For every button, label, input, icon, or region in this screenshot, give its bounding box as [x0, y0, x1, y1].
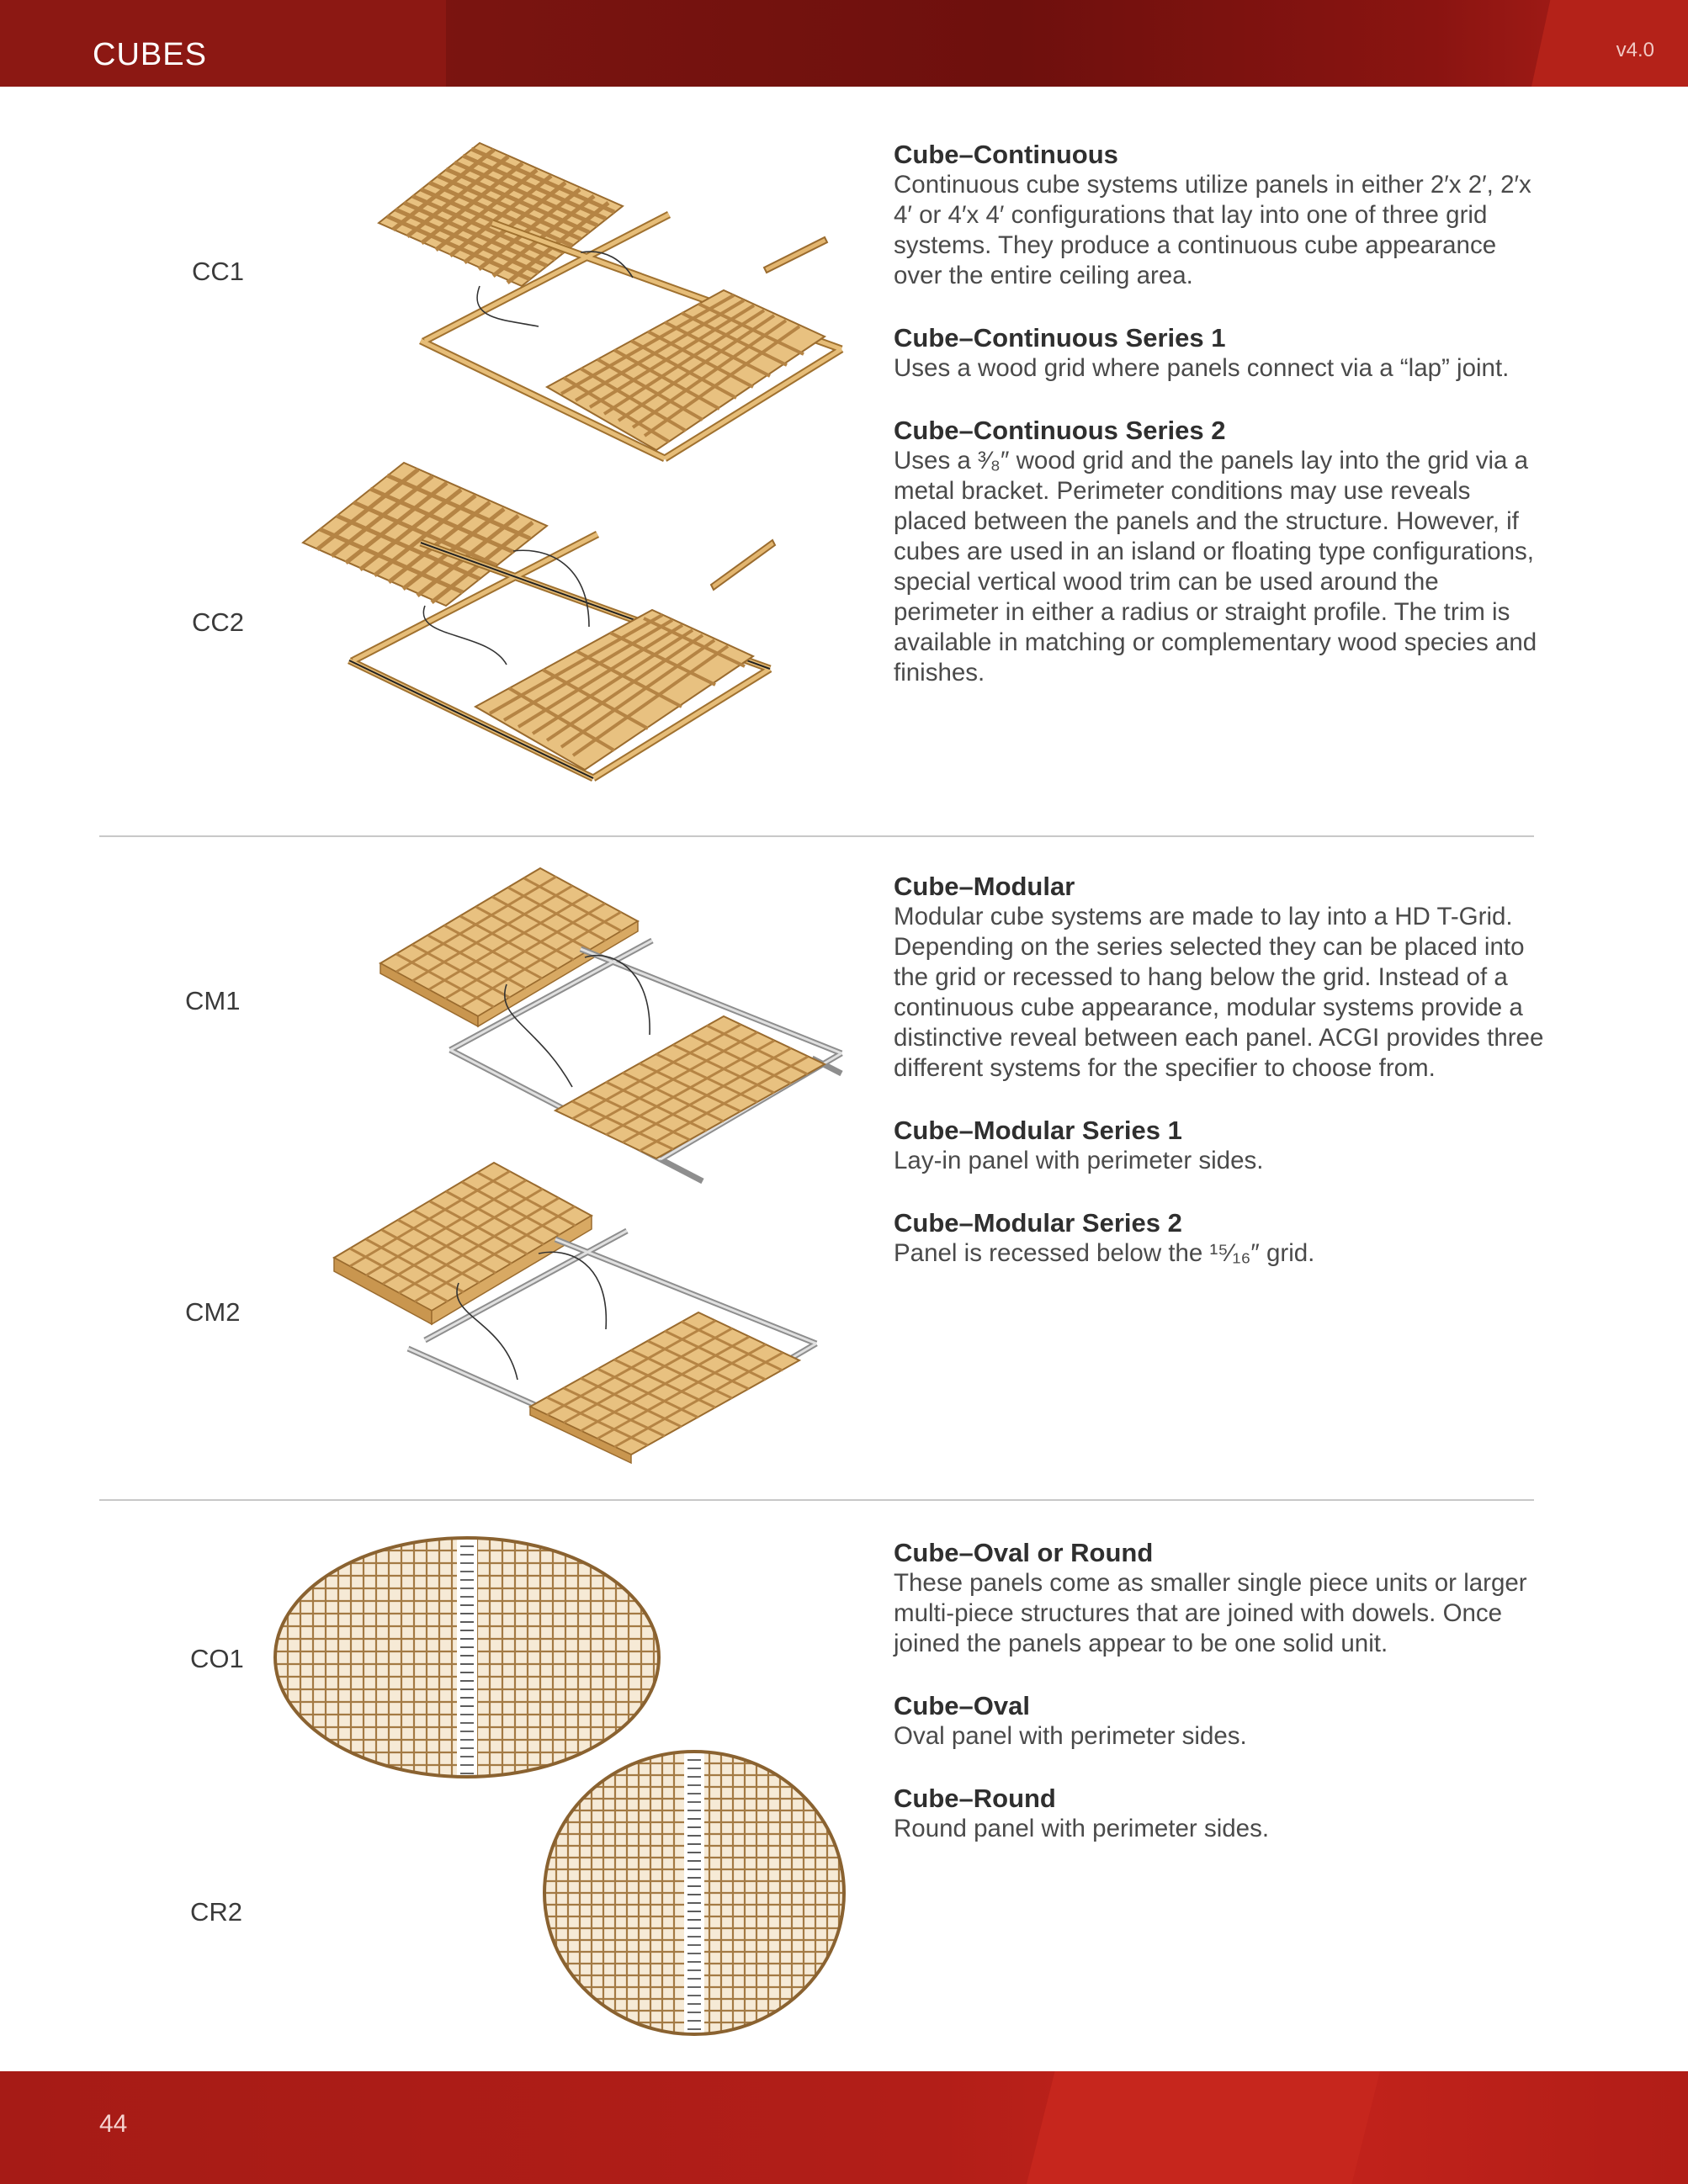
footer-shade [1027, 2071, 1380, 2184]
section-title: CUBES [93, 37, 207, 72]
modular-series-1 [894, 1116, 1550, 1176]
cc2-panel-installed [475, 610, 753, 770]
heading-cube-modular: Cube–Modular [894, 872, 1075, 901]
page-header [0, 0, 1688, 87]
figure-label-cc1: CC1 [192, 257, 245, 286]
cc2-trim-piece [711, 540, 775, 590]
cc1-panel-floating [379, 143, 623, 286]
figure-label-cc2: CC2 [192, 607, 245, 637]
section-divider-1 [99, 835, 1534, 837]
body-cube-modular: Modular cube systems are made to lay into a HD T-Grid. Depending on the series selected they can be placed into the grid or recessed to hang below the grid. Instead of a continuous cube appearance, modular systems provide a distinctive reveal between each panel. ACGI provides three different systems for the specifier to choose from. [894, 903, 1544, 1082]
figure-label-cm1: CM1 [185, 986, 241, 1015]
cm2-panel-installed [530, 1312, 799, 1463]
oval-round-intro [894, 1538, 1550, 1659]
body-cube-continuous: Continuous cube systems utilize panels in either 2′x 2′, 2′x 4′ or 4′x 4′ configurations that lay into one of three grid systems. They produce a continuous cube appearance over the entire ceiling area. [894, 171, 1531, 289]
heading-cube-round: Cube–Round [894, 1784, 1056, 1813]
body-cube-oval: Oval panel with perimeter sides. [894, 1722, 1247, 1750]
cm1-panel-installed [555, 1016, 825, 1158]
body-cube-oval-or-round: These panels come as smaller single piece units or larger multi-piece structures that are joined with dowels. Once joined the panels appear to be one solid unit. [894, 1569, 1527, 1657]
heading-continuous-series-2: Cube–Continuous Series 2 [894, 416, 1226, 445]
body-continuous-series-1: Uses a wood grid where panels connect via a “lap” joint. [894, 354, 1510, 382]
header-shade-right [1531, 0, 1688, 87]
continuous-intro [894, 140, 1550, 291]
heading-modular-series-2: Cube–Modular Series 2 [894, 1208, 1182, 1238]
continuous-series-1 [894, 323, 1550, 384]
heading-continuous-series-1: Cube–Continuous Series 1 [894, 323, 1226, 353]
heading-cube-continuous: Cube–Continuous [894, 140, 1118, 169]
section-divider-2 [99, 1499, 1534, 1501]
round-panel-grid [544, 1752, 844, 2034]
cube-round [894, 1784, 1550, 1844]
cc1-panel-installed [547, 290, 825, 450]
cc1-trim-piece [764, 237, 827, 273]
oval-round-text [894, 1538, 1550, 1876]
modular-cube-illustration [328, 858, 850, 1481]
figure-label-co1: CO1 [190, 1644, 244, 1673]
header-shade-left [0, 0, 446, 87]
body-cube-round: Round panel with perimeter sides. [894, 1815, 1270, 1842]
modular-text [894, 872, 1550, 1301]
continuous-cube-illustration [286, 126, 858, 799]
figure-label-cm2: CM2 [185, 1297, 241, 1327]
heading-modular-series-1: Cube–Modular Series 1 [894, 1116, 1182, 1145]
modular-series-2 [894, 1208, 1550, 1269]
page-footer [0, 2071, 1688, 2184]
heading-cube-oval-or-round: Cube–Oval or Round [894, 1538, 1154, 1567]
body-modular-series-2: Panel is recessed below the ¹⁵⁄₁₆″ grid. [894, 1239, 1315, 1267]
cm1-panel-floating [380, 868, 638, 1026]
page-number: 44 [99, 2110, 128, 2138]
version-label: v4.0 [1616, 39, 1654, 61]
body-modular-series-1: Lay-in panel with perimeter sides. [894, 1147, 1264, 1174]
cube-oval [894, 1691, 1550, 1752]
modular-intro [894, 872, 1550, 1084]
cm2-panel-floating [334, 1163, 592, 1324]
oval-panel-grid [275, 1538, 659, 1777]
continuous-series-2 [894, 416, 1550, 688]
oval-round-illustration [252, 1531, 858, 2036]
heading-cube-oval: Cube–Oval [894, 1691, 1030, 1720]
continuous-text [894, 140, 1550, 720]
figure-label-cr2: CR2 [190, 1897, 243, 1927]
body-continuous-series-2: Uses a ³⁄₈″ wood grid and the panels lay into the grid via a metal bracket. Perimeter conditions may use reveals placed between the panels and the structure. However, if cubes are used in an island or floating type configurations, special vertical wood trim can be used around the perimeter in either a radius or straight profile. The trim is available in matching or complementary wood species and finishes. [894, 447, 1537, 686]
cc2-panel-floating [303, 463, 547, 606]
